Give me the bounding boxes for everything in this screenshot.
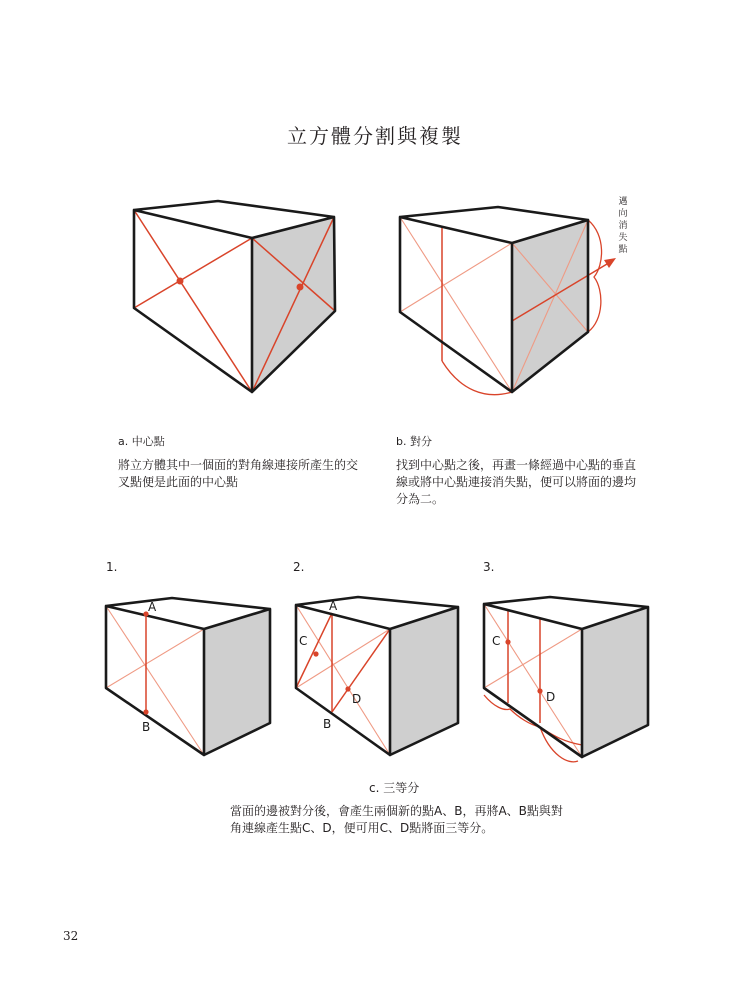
center-point-front xyxy=(177,278,184,285)
point-b xyxy=(143,709,148,714)
vanishing-point-label: 邁向消失點 xyxy=(618,197,628,255)
figure-third-step-3 xyxy=(478,595,658,770)
point-label-a: A xyxy=(329,599,338,613)
measure-arc xyxy=(588,220,602,332)
point-label-c: C xyxy=(299,634,308,648)
caption-a: a. 中心點 xyxy=(118,435,165,448)
measure-arc xyxy=(484,695,582,745)
diagonal-line xyxy=(134,210,252,392)
step-number-1: 1. xyxy=(106,560,118,574)
point-label-a: A xyxy=(148,600,157,614)
text-a: 將立方體其中一個面的對角線連接所產生的交叉點便是此面的中心點 xyxy=(118,458,359,489)
diagonal-line xyxy=(106,606,204,755)
diagonal-line xyxy=(400,243,512,312)
shaded-side-face xyxy=(204,609,270,755)
diagonal-line xyxy=(484,604,582,757)
point-label-c: C xyxy=(492,634,501,648)
point-label-d: D xyxy=(546,690,556,704)
text-b: 找到中心點之後，再畫一條經過中心點的垂直線或將中心點連接消失點，便可以將面的邊均分為二。 xyxy=(396,458,637,506)
figure-third-step-2 xyxy=(288,595,463,760)
diagonal-line xyxy=(106,629,204,688)
point-label-b: B xyxy=(323,717,332,731)
step-number-2: 2. xyxy=(293,560,305,574)
point-label-d: D xyxy=(352,692,362,706)
page-title: 立方體分割與複製 xyxy=(287,124,463,148)
center-point-side xyxy=(297,284,304,291)
arrow-head xyxy=(604,258,616,268)
point-d xyxy=(537,688,542,693)
point-label-b: B xyxy=(142,720,151,734)
diagonal-line xyxy=(400,217,512,392)
caption-c: c. 三等分 xyxy=(369,781,420,795)
shaded-side-face xyxy=(582,607,648,757)
caption-b: b. 對分 xyxy=(396,435,432,448)
point-c xyxy=(505,639,510,644)
diagonal-line xyxy=(134,238,252,308)
text-c: 當面的邊被對分後，會產生兩個新的點A、B，再將A、B點與對角連線產生點C、D，便可用C、D點將面三等分。 xyxy=(230,804,563,835)
point-c xyxy=(313,651,318,656)
point-d xyxy=(345,686,350,691)
diagonal-line xyxy=(296,605,390,755)
step-number-3: 3. xyxy=(483,560,495,574)
figure-third-step-1 xyxy=(100,595,275,760)
page-number: 32 xyxy=(63,929,79,943)
figure-center-point xyxy=(120,195,350,405)
shaded-side-face xyxy=(390,607,458,755)
figure-bisect xyxy=(390,195,630,405)
